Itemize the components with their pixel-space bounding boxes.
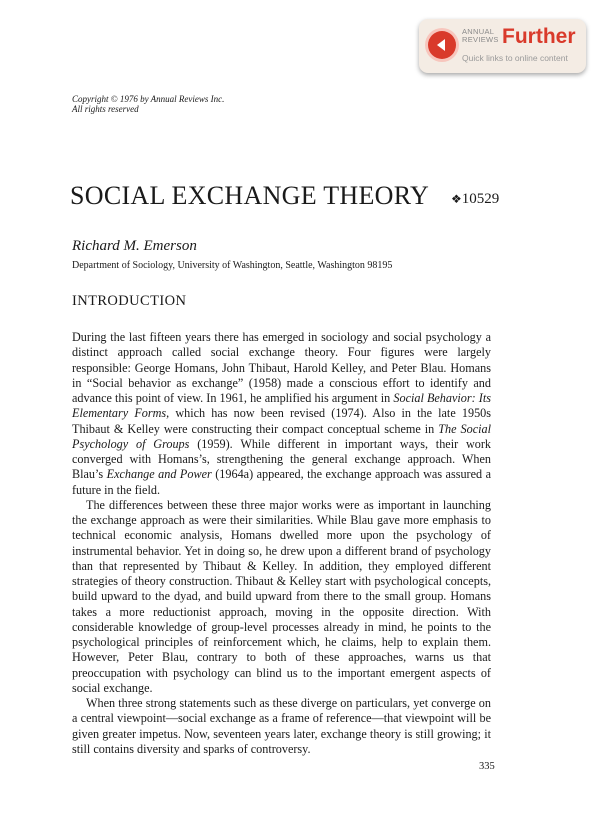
further-subtitle[interactable]: Quick links to online content bbox=[462, 53, 568, 63]
body-paragraph bbox=[72, 330, 491, 498]
section-heading: INTRODUCTION bbox=[72, 293, 187, 309]
publisher-label: ANNUAL REVIEWS bbox=[462, 27, 499, 44]
paragraph-text: which has now been revised (1974). Also in the late 1950s Thibaut & Kelley were constructing their compact conceptual scheme in bbox=[72, 406, 491, 436]
page-number: 335 bbox=[479, 761, 495, 772]
article-title: SOCIAL EXCHANGE THEORY bbox=[70, 181, 430, 210]
author-affiliation: Department of Sociology, University of Washington, Seattle, Washington 98195 bbox=[72, 260, 393, 271]
copyright-notice: Copyright © 1976 by Annual Reviews Inc. All rights reserved bbox=[72, 94, 225, 114]
paragraph-text: (1964a) appeared, the exchange approach was assured a future in the field. bbox=[72, 467, 491, 497]
article-body bbox=[72, 330, 491, 757]
paragraph-text: When three strong statements such as these diverge on particulars, yet converge on a central viewpoint—social exchange as a frame of reference—that viewpoint will be given greater impetus. Now, seventeen years later, exchange theory is still growing; it still contains diversity and sparks of controversy. bbox=[72, 696, 491, 756]
body-paragraph bbox=[72, 696, 491, 757]
article-code-number: 10529 bbox=[461, 191, 500, 207]
body-paragraph bbox=[72, 498, 491, 696]
play-back-icon[interactable] bbox=[428, 31, 456, 59]
italic-citation: The Social Psychology of Groups bbox=[72, 421, 491, 451]
paragraph-text: The differences between these three major works were as important in launching the exchange approach as were their similarities. While Blau gave more emphasis to technical economic analysis, Homans dwelled more upon the psychology of instrumental behavior. Yet in doing so, he drew upon a different brand of psychology than that represented by Thibaut & Kelley. In addition, they employed different strategies of theory construction. Thibaut & Kelley start with psychological concepts, build upward to the dyad, and build upward from there to the small group. Homans takes a more reductionist approach, moving in the opposite direction. With considerable knowledge of group-level processes already in mind, he points to the psychological principles of reinforcement which, he claims, help to explain them. However, Peter Blau, contrary to both of these approaches, warns us that preoccupation with psychology can blind us to the important emergent aspects of social exchange. bbox=[72, 497, 491, 695]
paragraph-text: (1959). While different in important ways, their work converged with Homans’s, strengthening the general exchange approach. When Blau’s bbox=[72, 436, 491, 482]
further-banner[interactable] bbox=[419, 19, 586, 73]
further-label[interactable]: Further bbox=[502, 25, 576, 48]
paragraph-text: During the last fifteen years there has emerged in sociology and social psychology a distinct approach called social exchange theory. Four figures were largely responsible: George Homans, John Thibaut, Harold Kelley, and Peter Blau. Homans in “Social behavior as exchange” (1958) made a conscious effort to identify and advance this point of view. In 1961, he amplified his argument in bbox=[72, 330, 491, 405]
diamond-icon: ❖ bbox=[451, 192, 462, 206]
author-name: Richard M. Emerson bbox=[72, 238, 197, 254]
article-code bbox=[451, 190, 499, 208]
italic-citation: Exchange and Power bbox=[106, 467, 212, 482]
italic-citation: Social Behavior: Its Elementary Forms, bbox=[72, 391, 491, 421]
